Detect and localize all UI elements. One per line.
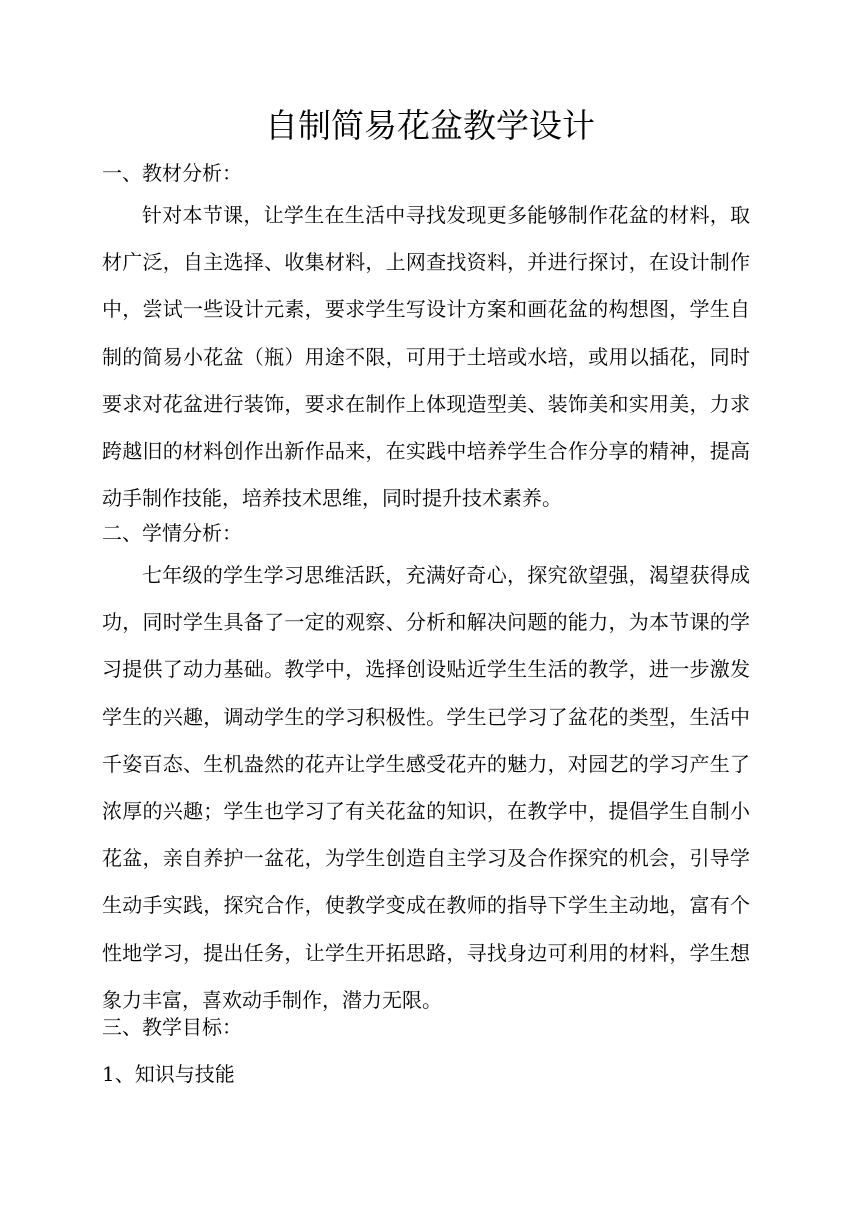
- document-title: 自制简易花盆教学设计: [265, 106, 595, 145]
- section-heading-textbook-analysis: 一、教材分析：: [102, 161, 242, 185]
- section-heading-student-analysis: 二、学情分析：: [102, 521, 242, 545]
- paragraph-textbook-analysis: 针对本节课，让学生在生活中寻找发现更多能够制作花盆的材料，取材广泛，自主选择、收集材料，上网查找资料，并进行探讨，在设计制作中，尝试一些设计元素，要求学生写设计方案和画花盆的构想图，学生自制的简易小花盆（瓶）用途不限，可用于土培或水培，或用以插花，同时要求对花盆进行装饰，要求在制作上体现造型美、装饰美和实用美，力求跨越旧的材料创作出新作品来，在实践中培养学生合作分享的精神，提高动手制作技能，培养技术思维，同时提升技术素养。: [102, 203, 750, 511]
- subheading-knowledge-skills: 1、知识与技能: [102, 1062, 235, 1086]
- section-heading-teaching-goals: 三、教学目标：: [102, 1015, 242, 1039]
- paragraph-student-analysis: 七年级的学生学习思维活跃，充满好奇心，探究欲望强，渴望获得成功，同时学生具备了一定的观察、分析和解决问题的能力，为本节课的学习提供了动力基础。教学中，选择创设贴近学生生活的教学，进一步激发学生的兴趣，调动学生的学习积极性。学生已学习了盆花的类型，生活中千姿百态、生机盎然的花卉让学生感受花卉的魅力，对园艺的学习产生了浓厚的兴趣；学生也学习了有关花盆的知识，在教学中，提倡学生自制小花盆，亲自养护一盆花，为学生创造自主学习及合作探究的机会，引导学生动手实践，探究合作，使教学变成在教师的指导下学生主动地，富有个性地学习，提出任务，让学生开拓思路，寻找身边可利用的材料，学生想象力丰富，喜欢动手制作，潜力无限。: [102, 563, 750, 1012]
